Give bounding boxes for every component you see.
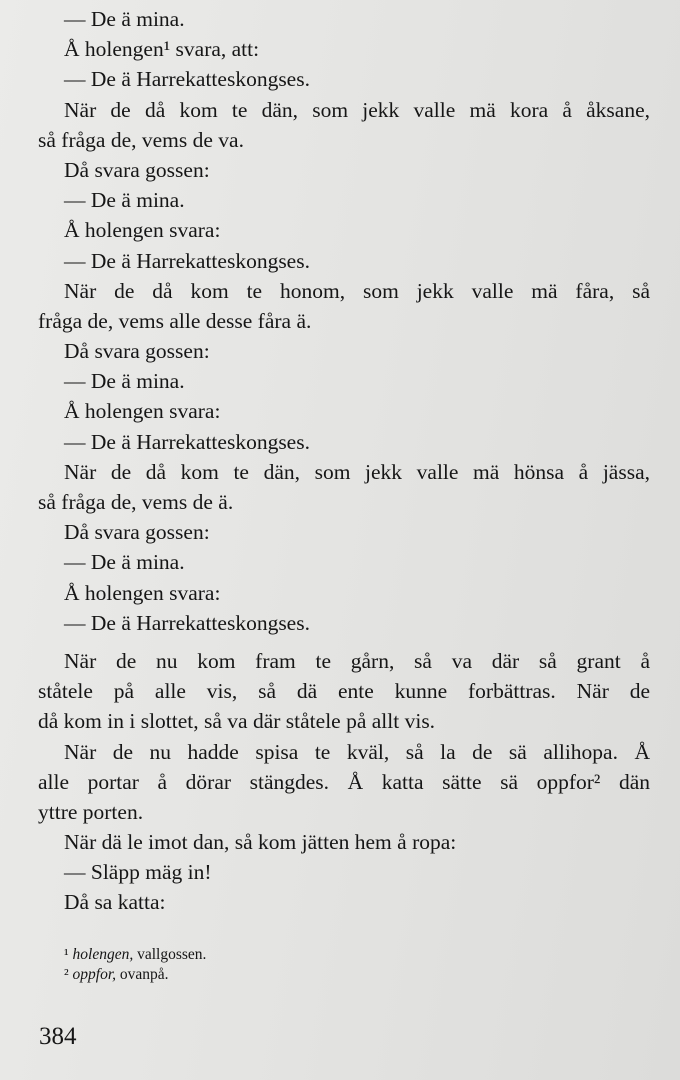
text-line: När de nu hadde spisa te kväl, så la de sä allihopa. Å: [64, 739, 650, 764]
text-line: — De ä Harrekatteskongses.: [64, 429, 310, 454]
footnote-term: oppfor,: [72, 966, 117, 983]
text-line: — De ä mina.: [64, 7, 185, 31]
text-line: När de då kom te dän, som jekk valle mä hönsa å jässa,: [64, 459, 650, 484]
text-line: ståtele på alle vis, så dä ente kunne forbättras. När de: [38, 679, 650, 704]
footnote-gloss: ovanpå.: [119, 966, 169, 983]
text-line: Då sa katta:: [64, 890, 166, 915]
text-line: Å holengen svara:: [64, 399, 221, 424]
text-line: — De ä Harrekatteskongses.: [64, 67, 310, 92]
text-line: alle portar å dörar stängdes. Å katta sätte sä oppfor² dän: [38, 769, 650, 794]
text-line: Då svara gossen:: [64, 520, 210, 545]
page-number: 384: [39, 1023, 77, 1050]
text-line: så fråga de, vems de ä.: [38, 490, 234, 514]
text-line: Då svara gossen:: [64, 339, 210, 364]
text-line: fråga de, vems alle desse fåra ä.: [38, 308, 312, 333]
text-line: då kom in i slottet, så va där ståtele på allt vis.: [38, 709, 436, 734]
footnote-mark: ²: [64, 966, 69, 983]
footnote: [64, 945, 206, 965]
text-line: så fråga de, vems de va.: [38, 127, 244, 152]
text-line: När de nu kom fram te gårn, så va där så grant å: [64, 648, 650, 673]
text-line: När de då kom te honom, som jekk valle mä fåra, så: [64, 278, 650, 303]
text-line: Å holengen svara:: [64, 580, 221, 605]
text-line: Å holengen svara:: [64, 218, 221, 243]
text-line: Å holengen¹ svara, att:: [64, 37, 260, 62]
text-line: Då svara gossen:: [64, 157, 210, 182]
footnotes: [64, 945, 206, 985]
text-line: — De ä mina.: [64, 188, 185, 213]
footnote-gloss: vallgossen.: [137, 946, 207, 963]
footnote-mark: ¹: [64, 946, 69, 963]
footnote: [64, 965, 206, 985]
text-line: När de då kom te dän, som jekk valle mä kora å åksane,: [64, 97, 650, 122]
text-line: — De ä Harrekatteskongses.: [64, 248, 310, 273]
text-line: — De ä mina.: [64, 550, 185, 575]
text-line: — De ä mina.: [64, 369, 185, 394]
body-text: [38, 4, 650, 918]
footnote-term: holengen,: [72, 946, 134, 963]
text-line: — De ä Harrekatteskongses.: [64, 610, 310, 635]
text-line: — Släpp mäg in!: [64, 860, 212, 885]
text-line: yttre porten.: [38, 799, 144, 824]
text-line: När dä le imot dan, så kom jätten hem å ropa:: [64, 830, 457, 855]
